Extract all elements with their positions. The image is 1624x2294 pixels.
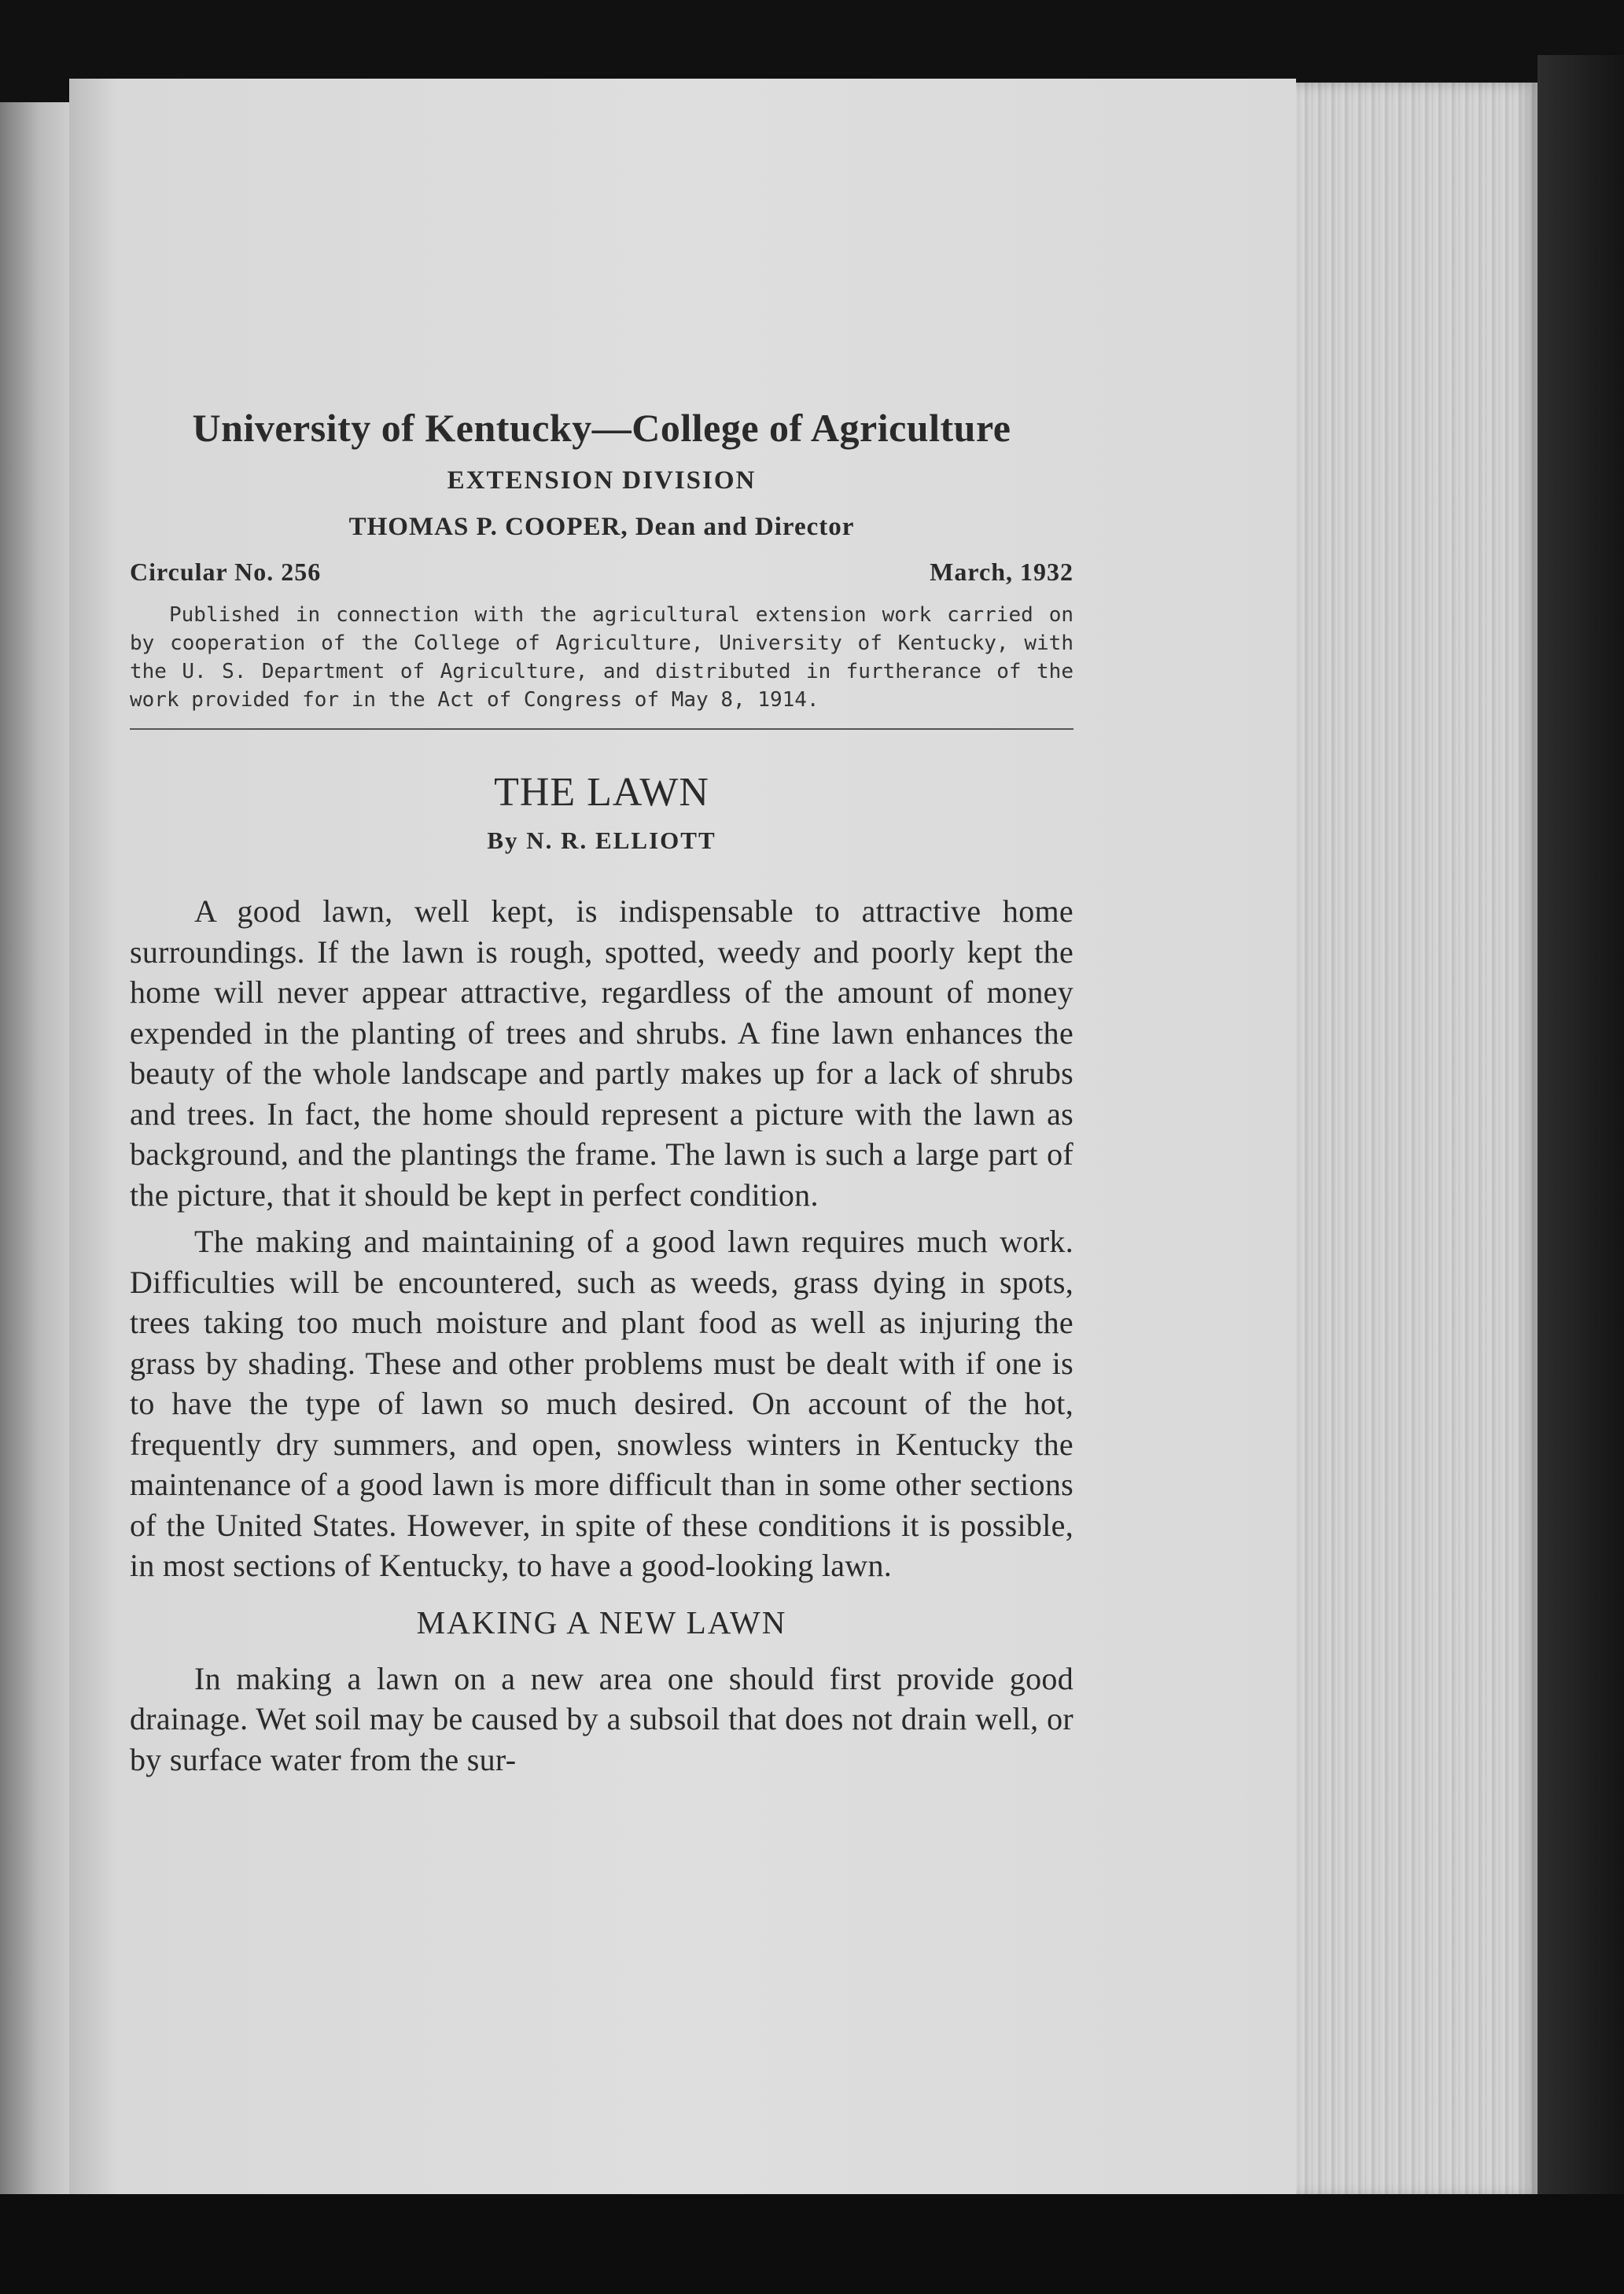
section-paragraph: In making a lawn on a new area one should first provide good drainage. Wet soil may be caused by a subsoil that does not drain well, or by surface water from the sur- [130,1660,1073,1777]
circular-row [130,558,1073,587]
dean-line: THOMAS P. COOPER, Dean and Director [348,513,855,541]
book-cover [1537,55,1624,2226]
publication-date: March, 1932 [930,558,1073,586]
body-paragraph-1: A good lawn, well kept, is indispensable to attractive home surroundings. If the lawn is rough, spotted, weedy and poorly kept the home will never appear attractive, regardless of the amount of money expended in the planting of trees and shrubs. A fine lawn enhances the beauty of the whole landscape and partly makes up for a lack of shrubs and trees. In fact, the home should represent a picture with the lawn as background, and the plantings the frame. The lawn is such a large part of the picture, that it should be kept in perfect condition. [130,893,1073,1213]
divider-rule [130,728,1073,730]
section-heading: MAKING A NEW LAWN [416,1604,787,1640]
article-title: THE LAWN [494,770,709,815]
institution-title: University of Kentucky—College of Agriculture [192,406,1011,450]
article-byline: By N. R. ELLIOTT [487,827,716,854]
body-paragraph-2: The making and maintaining of a good lawn requires much work. Difficulties will be encountered, such as weeds, grass dying in spots, trees taking too much moisture and plant food as well as injuring the grass by shading. These and other problems must be dealt with if one is to have the type of lawn so much desired. On account of the hot, frequently dry summers, and open, snowless winters in Kentucky the maintenance of a good lawn is more difficult than in some other sections of the United States. However, in spite of these conditions it is possible, in most sections of Kentucky, to have a good-looking lawn. [130,1224,1073,1583]
background-surface [0,2194,1624,2294]
division-name: EXTENSION DIVISION [447,466,757,495]
page-stack-edges [1286,83,1537,2198]
facing-page-edge [0,102,75,2218]
publication-note: Published in connection with the agricultural extension work carried on by cooperation of the College of Agriculture, University of Kentucky, with the U. S. Department of Agriculture, and distributed in furtherance of the work provided for in the Act of Congress of May 8, 1914. [130,603,1073,712]
page-content [130,405,1073,1786]
circular-number: Circular No. 256 [130,558,322,586]
